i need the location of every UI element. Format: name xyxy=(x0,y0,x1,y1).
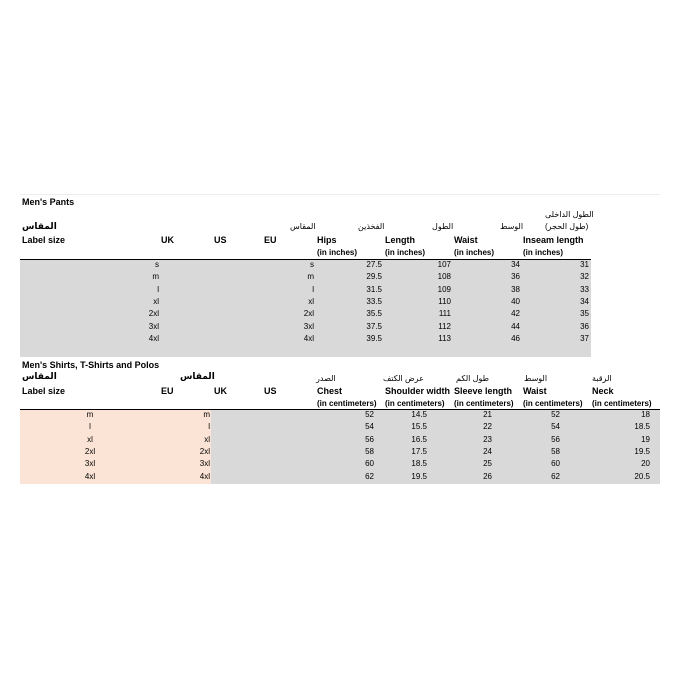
pants-hips-cell: 29.5 xyxy=(366,272,382,282)
shirts-header-neck: Neck xyxy=(592,386,614,396)
pants-waist-cell: 42 xyxy=(511,309,520,319)
pants-uk-cell: 2xl xyxy=(148,309,159,319)
shirts-shoulder-cell: 16.5 xyxy=(411,434,427,444)
pants-eu-cell: 3xl xyxy=(303,321,314,331)
shirts-neck-cell: 20 xyxy=(641,459,650,469)
pants-waist-cell: 44 xyxy=(511,321,520,331)
pants-hips-ar: الفخذين xyxy=(358,222,385,231)
pants-label-ar: المقاس xyxy=(22,221,57,231)
shirts-sleeve-cell: 23 xyxy=(483,434,492,444)
pants-eu-cell: xl xyxy=(308,296,314,306)
shirts-shoulder-cell: 15.5 xyxy=(411,422,427,432)
shirts-unit-chest: (in centimeters) xyxy=(317,399,377,408)
pants-uk-cell: m xyxy=(152,272,159,282)
shirts-chest-cell: 54 xyxy=(365,422,374,432)
shirts-label-cell: l xyxy=(89,422,91,432)
shirts-chest-cell: 58 xyxy=(365,446,374,456)
pants-header-hips: Hips xyxy=(317,235,337,245)
shirts-shoulder-cell: 14.5 xyxy=(411,410,427,419)
shirts-header-eu: EU xyxy=(161,386,174,396)
shirts-label-cell: m xyxy=(86,410,94,419)
shirts-waist-cell: 56 xyxy=(551,434,560,444)
pants-inseam-cell: 34 xyxy=(580,296,589,306)
pants-waist-cell: 46 xyxy=(511,333,520,343)
pants-length-cell: 110 xyxy=(438,296,451,306)
shirts-chest-cell: 52 xyxy=(365,410,374,419)
shirts-body-shade xyxy=(211,409,660,484)
shirts-neck-cell: 20.5 xyxy=(634,471,650,481)
pants-header-length: Length xyxy=(385,235,415,245)
shirts-unit-waist: (in centimeters) xyxy=(523,399,583,408)
pants-header-eu: EU xyxy=(264,235,277,245)
pants-header-label-size: Label size xyxy=(22,235,66,245)
shirts-waist-cell: 58 xyxy=(551,446,560,456)
pants-waist-cell: 36 xyxy=(511,272,520,282)
pants-unit-waist: (in inches) xyxy=(454,248,495,257)
pants-inseam-ar-1: الطول الداخلى xyxy=(545,210,594,219)
pants-header-inseam: Inseam length xyxy=(523,235,584,245)
pants-length-cell: 108 xyxy=(437,272,451,282)
shirts-chest-cell: 56 xyxy=(365,434,374,444)
shirts-eu-cell: 4xl xyxy=(199,471,210,481)
pants-length-cell: 112 xyxy=(438,321,451,331)
shirts-label-cell: 2xl xyxy=(84,446,96,456)
shirts-header-shoulder: Shoulder width xyxy=(385,386,450,396)
pants-length-ar: الطول xyxy=(432,222,454,231)
pants-uk-cell: s xyxy=(155,260,159,269)
pants-length-cell: 107 xyxy=(437,260,451,269)
shirts-label-cell: 4xl xyxy=(84,471,96,481)
pants-length-cell: 109 xyxy=(437,284,451,294)
shirts-eu-cell: 2xl xyxy=(199,446,210,456)
pants-unit-hips: (in inches) xyxy=(317,248,358,257)
pants-length-cell: 111 xyxy=(438,309,451,319)
shirts-label-ar: المقاس xyxy=(22,371,57,381)
shirts-neck-ar: الرقبة xyxy=(592,374,612,383)
shirts-chest-ar: الصدر xyxy=(316,374,336,383)
shirts-shoulder-cell: 18.5 xyxy=(411,459,427,469)
pants-eu-cell: 4xl xyxy=(303,333,314,343)
pants-hips-cell: 31.5 xyxy=(366,284,382,294)
pants-hips-cell: 27.5 xyxy=(366,260,382,269)
pants-unit-length: (in inches) xyxy=(385,248,426,257)
pants-uk-cell: xl xyxy=(153,296,159,306)
top-border xyxy=(20,194,660,195)
pants-unit-inseam: (in inches) xyxy=(523,248,564,257)
shirts-sleeve-ar: طول الكم xyxy=(456,374,489,383)
pants-eu-cell: 2xl xyxy=(303,309,314,319)
shirts-unit-sleeve: (in centimeters) xyxy=(454,399,514,408)
shirts-header-us: US xyxy=(264,386,277,396)
shirts-shoulder-cell: 17.5 xyxy=(411,446,427,456)
shirts-sleeve-cell: 25 xyxy=(483,459,492,469)
shirts-unit-neck: (in centimeters) xyxy=(592,399,652,408)
shirts-waist-cell: 52 xyxy=(551,410,560,419)
pants-hips-cell: 37.5 xyxy=(366,321,382,331)
shirts-neck-cell: 19.5 xyxy=(634,446,650,456)
pants-hips-cell: 35.5 xyxy=(366,309,382,319)
shirts-sleeve-cell: 22 xyxy=(483,422,492,432)
pants-waist-cell: 34 xyxy=(511,260,520,269)
pants-inseam-cell: 31 xyxy=(580,260,589,269)
shirts-eu-cell: m xyxy=(203,410,210,419)
pants-title: Men's Pants xyxy=(22,197,75,207)
pants-length-cell: 113 xyxy=(438,333,451,343)
pants-waist-cell: 40 xyxy=(511,296,520,306)
pants-eu-cell: l xyxy=(312,284,314,294)
pants-eu-cell: m xyxy=(307,272,314,282)
pants-inseam-cell: 35 xyxy=(580,309,589,319)
pants-hips-cell: 33.5 xyxy=(366,296,382,306)
pants-inseam-cell: 37 xyxy=(580,333,589,343)
shirts-header-sleeve: Sleeve length xyxy=(454,386,513,396)
shirts-neck-cell: 19 xyxy=(641,434,650,444)
shirts-eu-cell: l xyxy=(208,422,210,432)
pants-inseam-cell: 33 xyxy=(580,284,589,294)
pants-size-ar: المقاس xyxy=(290,222,316,231)
shirts-shoulder-ar: عرض الكتف xyxy=(383,374,424,383)
shirts-sleeve-cell: 24 xyxy=(483,446,492,456)
pants-inseam-cell: 32 xyxy=(580,272,589,282)
shirts-chest-cell: 62 xyxy=(365,471,374,481)
size-chart-sheet xyxy=(20,194,660,486)
shirts-sleeve-cell: 21 xyxy=(483,410,492,419)
shirts-waist-cell: 62 xyxy=(551,471,560,481)
shirts-waist-ar: الوسط xyxy=(524,374,548,383)
shirts-label-cell: xl xyxy=(87,434,93,444)
shirts-neck-cell: 18.5 xyxy=(634,422,650,432)
shirts-eu-cell: 3xl xyxy=(199,459,210,469)
shirts-unit-shoulder: (in centimeters) xyxy=(385,399,445,408)
pants-inseam-ar-2: (طول الحجر) xyxy=(545,222,589,231)
shirts-header-uk: UK xyxy=(214,386,227,396)
shirts-waist-cell: 54 xyxy=(551,422,560,432)
pants-header-uk: UK xyxy=(161,235,174,245)
shirts-neck-cell: 18 xyxy=(641,410,650,419)
pants-waist-cell: 38 xyxy=(511,284,520,294)
shirts-header-waist: Waist xyxy=(523,386,547,396)
shirts-chest-cell: 60 xyxy=(365,459,374,469)
pants-uk-cell: 4xl xyxy=(148,333,159,343)
pants-eu-cell: s xyxy=(310,260,314,269)
pants-hips-cell: 39.5 xyxy=(366,333,382,343)
shirts-title: Men's Shirts, T-Shirts and Polos xyxy=(22,360,160,370)
pants-uk-cell: 3xl xyxy=(148,321,159,331)
pants-uk-cell: l xyxy=(157,284,159,294)
shirts-eu-cell: xl xyxy=(204,434,210,444)
shirts-header-label-size: Label size xyxy=(22,386,66,396)
shirts-eu-ar: المقاس xyxy=(180,371,215,381)
shirts-label-cell: 3xl xyxy=(84,459,96,469)
pants-header-us: US xyxy=(214,235,227,245)
shirts-sleeve-cell: 26 xyxy=(483,471,492,481)
shirts-shoulder-cell: 19.5 xyxy=(411,471,427,481)
pants-header-waist: Waist xyxy=(454,235,478,245)
shirts-header-chest: Chest xyxy=(317,386,343,396)
pants-inseam-cell: 36 xyxy=(580,321,589,331)
shirts-waist-cell: 60 xyxy=(551,459,560,469)
pants-waist-ar: الوسط xyxy=(500,222,524,231)
